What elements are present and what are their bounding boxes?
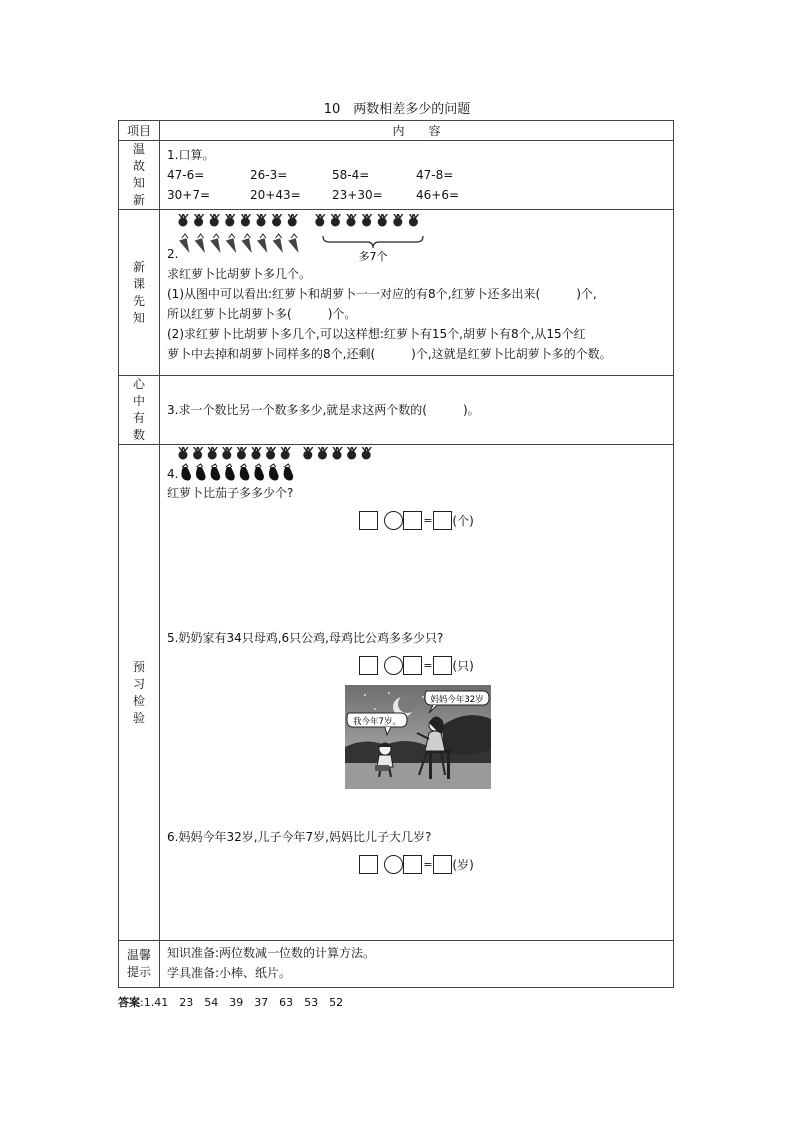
q2-part2-text: )个,这就是红萝卜比胡萝卜多的个数。 [411,347,612,361]
q2-number: 2. [167,247,179,261]
q2-part1-line1 [167,284,666,304]
carrot-row [179,234,300,255]
carrot-icon [210,234,222,255]
carrot-icon [195,234,207,255]
red-radish-icon [266,447,276,460]
worksheet-table [118,120,674,988]
check-label: 预习检验 [132,659,145,725]
q6-equation [167,855,666,874]
q4-question: 红萝卜比茄子多多少个? [167,486,294,500]
answer-box[interactable] [359,656,378,675]
review-label-cell [119,141,160,210]
carrot-icon [179,234,191,255]
brace-shape [323,236,423,248]
red-radish-icon [272,214,282,227]
q5-equation [167,656,666,675]
tips-line-2: 学具准备:小棒、纸片。 [167,966,292,980]
q2-part2-text: 萝卜中去掉和胡萝卜同样多的8个,还剩( [167,347,376,361]
carrot-icon [226,234,238,255]
eggplant-icon [254,464,264,481]
red-radish-icon [281,447,291,460]
q1-item: 26-3= [250,168,288,182]
mother-son-scene [345,685,491,789]
q1-item: 23+30= [332,188,383,202]
q1-item: 47-8= [416,168,454,182]
carrot-icon [288,234,300,255]
eggplant-icon [196,464,206,481]
q2-part1-text: )个。 [327,307,357,321]
q6-question: 6.妈妈今年32岁,儿子今年7岁,妈妈比儿子大几岁? [167,830,432,844]
q1-item: 30+7= [167,188,211,202]
red-radish-icon [208,447,218,460]
eggplant-icon [225,464,235,481]
carrot-radish-illustration [175,214,445,264]
equals-sign: = [423,659,433,672]
q4-number: 4. [167,467,179,481]
q1-item: 47-6= [167,168,205,182]
mind-label: 心中有数 [132,377,145,442]
red-radish-icon [288,214,298,227]
red-radish-icon [378,214,388,227]
red-radish-row [179,447,372,460]
red-radish-icon [194,214,204,227]
eggplant-icon [181,464,191,481]
red-radish-icon [179,447,189,460]
red-radish-icon [225,214,235,227]
page-title: 10 两数相差多少的问题 [323,102,471,117]
q2-part2-line2 [167,344,666,364]
carrot-icon [241,234,253,255]
q2-part2-line1: (2)求红萝卜比胡萝卜多几个,可以这样想:红萝卜有15个,胡萝卜有8个,从15个红 [167,327,586,341]
q2-question: 求红萝卜比胡萝卜多几个。 [167,267,312,281]
red-radish-icon [318,447,328,460]
red-radish-icon [331,214,341,227]
answer-box[interactable] [403,855,422,874]
tips-content [160,941,674,988]
review-content [160,141,674,210]
q2-part1-text: 所以红萝卜比胡萝卜多( [167,307,292,321]
q3-text [167,400,666,420]
red-radish-icon [210,214,220,227]
eggplant-icon [284,464,294,481]
tips-label-cell [119,941,160,988]
son-speech-bubble: 我今年7岁。 [353,717,401,727]
answer-box[interactable] [433,656,452,675]
mind-label-cell [119,376,160,445]
q5-unit: (只) [452,659,474,673]
check-content [160,445,674,941]
red-radish-icon [315,214,325,227]
red-radish-icon [333,447,343,460]
brace-label: 多7个 [358,250,388,263]
red-radish-icon [393,214,403,227]
mind-content [160,376,674,445]
q1-row-2 [167,185,666,205]
mother-speech-bubble: 妈妈今年32岁 [430,695,484,705]
q4-unit: (个) [452,514,474,528]
q3-text-part: 3.求一个数比另一个数多多少,就是求这两个数的( [167,403,427,417]
q4-equation [167,511,666,530]
tips-line-1: 知识准备:两位数减一位数的计算方法。 [167,946,376,960]
q1-label: 1.口算。 [167,148,215,162]
red-radish-row [179,214,419,227]
eggplant-icon [240,464,250,481]
red-radish-icon [347,447,357,460]
q2-part1-text: (1)从图中可以看出:红萝卜和胡萝卜一一对应的有8个,红萝卜还多出来( [167,287,541,301]
operator-circle[interactable] [384,656,403,675]
carrot-icon [257,234,269,255]
carrot-icon [273,234,285,255]
answer-box[interactable] [403,511,422,530]
q1-row-1 [167,165,666,185]
red-radish-icon [179,214,189,227]
answer-label: 答案 [118,996,140,1009]
preview-label-cell [119,210,160,376]
answer-key [118,994,343,1010]
red-radish-icon [241,214,251,227]
answer-box[interactable] [433,511,452,530]
operator-circle[interactable] [384,511,403,530]
q6-unit: (岁) [452,858,474,872]
answer-box[interactable] [359,511,378,530]
red-radish-icon [252,447,262,460]
q1-item: 58-4= [332,168,370,182]
red-radish-icon [409,214,419,227]
red-radish-icon [303,447,313,460]
red-radish-icon [362,214,372,227]
answer-box[interactable] [403,656,422,675]
preview-label: 新课先知 [132,259,145,325]
red-radish-icon [362,447,372,460]
q1-item: 20+43= [250,188,301,202]
q2-part1-text: )个, [576,287,597,301]
mother-son-illustration [345,685,491,789]
equals-sign: = [423,514,433,527]
tips-label: 温馨提示 [126,948,151,979]
q5-question: 5.奶奶家有34只母鸡,6只公鸡,母鸡比公鸡多多少只? [167,631,444,645]
answer-box[interactable] [359,855,378,874]
header-content-label: 内 容 [160,121,674,141]
red-radish-icon [347,214,357,227]
eggplant-row [181,464,293,481]
red-radish-icon [222,447,232,460]
equals-sign: = [423,858,433,871]
operator-circle[interactable] [384,855,403,874]
radish-eggplant-illustration [175,447,385,483]
header-item-label: 项目 [119,121,160,141]
check-label-cell [119,445,160,941]
eggplant-icon [269,464,279,481]
q3-text-part: )。 [462,403,480,417]
review-label: 温故知新 [132,142,145,207]
q1-item: 46+6= [416,188,460,202]
answer-text: :1.41 23 54 39 37 63 53 52 [140,996,344,1009]
preview-content [160,210,674,376]
red-radish-icon [237,447,247,460]
red-radish-icon [257,214,267,227]
eggplant-icon [211,464,221,481]
q2-part1-line2 [167,304,666,324]
answer-box[interactable] [433,855,452,874]
red-radish-icon [193,447,203,460]
